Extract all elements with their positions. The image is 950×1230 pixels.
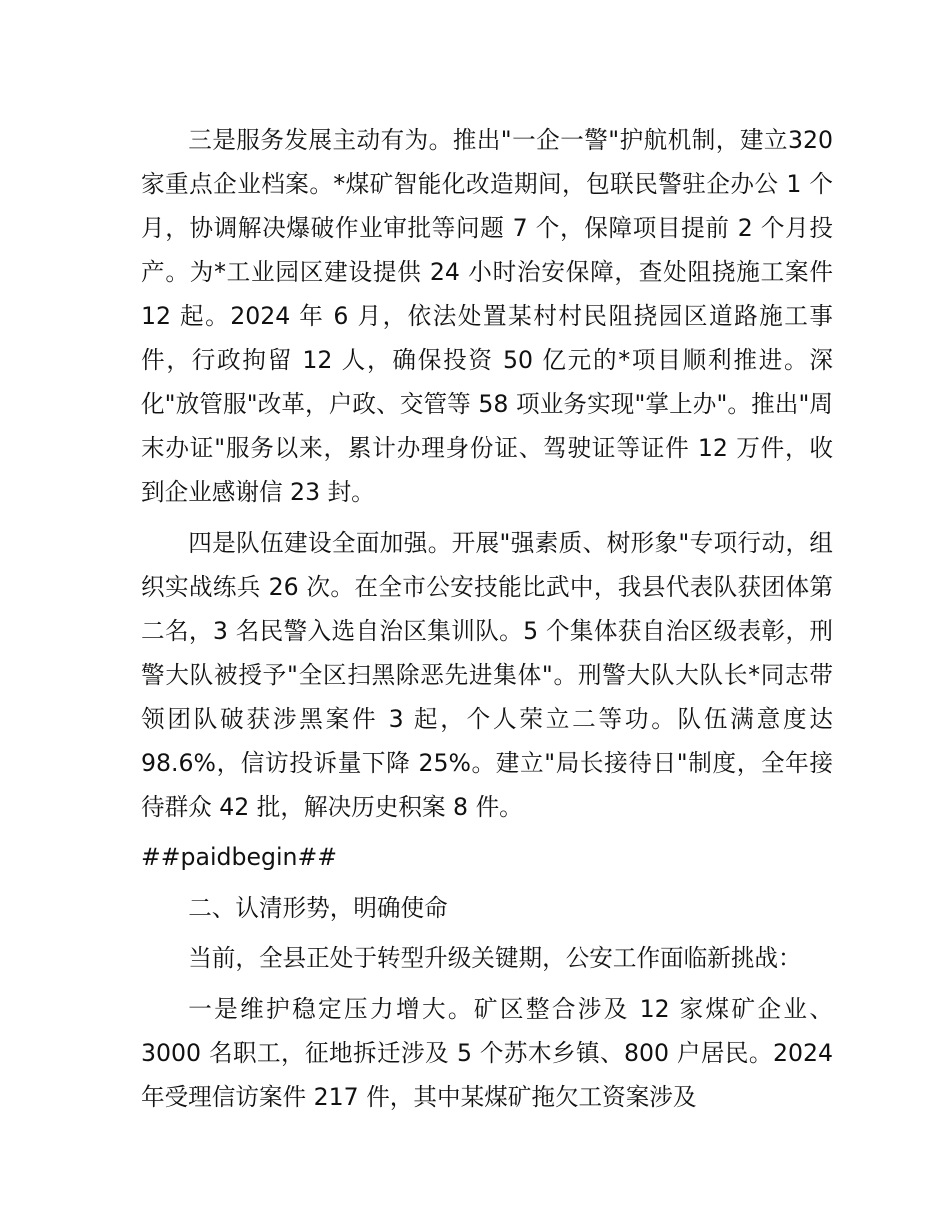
paragraph-team-building: 四是队伍建设全面加强。开展"强素质、树形象"专项行动，组织实战练兵 26 次。在全市公安技能比武中，我县代表队获团体第二名，3 名民警入选自治区集训队。5 个集体获自治区级表彰，刑警大队被授予"全区扫黑除恶先进集体"。刑警大队大队长*同志带领团队破获涉黑案件 3 起，个人荣立二等功。队伍满意度达 98.6%，信访投诉量下降 25%。建立"局长接待日"制度，全年接待群众 42 批，解决历史积案 8 件。 <box>141 528 833 821</box>
paragraph-current-situation: 当前，全县正处于转型升级关键期，公安工作面临新挑战： <box>188 944 802 973</box>
document-page <box>141 118 833 1126</box>
section-heading: 二、认清形势，明确使命 <box>188 893 448 922</box>
paragraph-service-development: 三是服务发展主动有为。推出"一企一警"护航机制，建立320 家重点企业档案。*煤矿智能化改造期间，包联民警驻企办公 1 个月，协调解决爆破作业审批等问题 7 个，保障项目提前 2 个月投产。为*工业园区建设提供 24 小时治安保障，查处阻挠施工案件 12 起。2024 年 6 月，依法处置某村村民阻挠园区道路施工事件，行政拘留 12 人，确保投资 50 亿元的*项目顺利推进。深化"放管服"改革，户政、交管等 58 项业务实现"掌上办"。推出"周末办证"服务以来，累计办理身份证、驾驶证等证件 12 万件，收到企业感谢信 23 封。 <box>141 126 833 506</box>
paragraph-stability-pressure: 一是维护稳定压力增大。矿区整合涉及 12 家煤矿企业、3000 名职工，征地拆迁涉及 5 个苏木乡镇、800 户居民。2024 年受理信访案件 217 件，其中某煤矿拖欠工资案涉及 <box>141 994 833 1111</box>
paid-begin-marker: ##paidbegin## <box>141 843 338 872</box>
